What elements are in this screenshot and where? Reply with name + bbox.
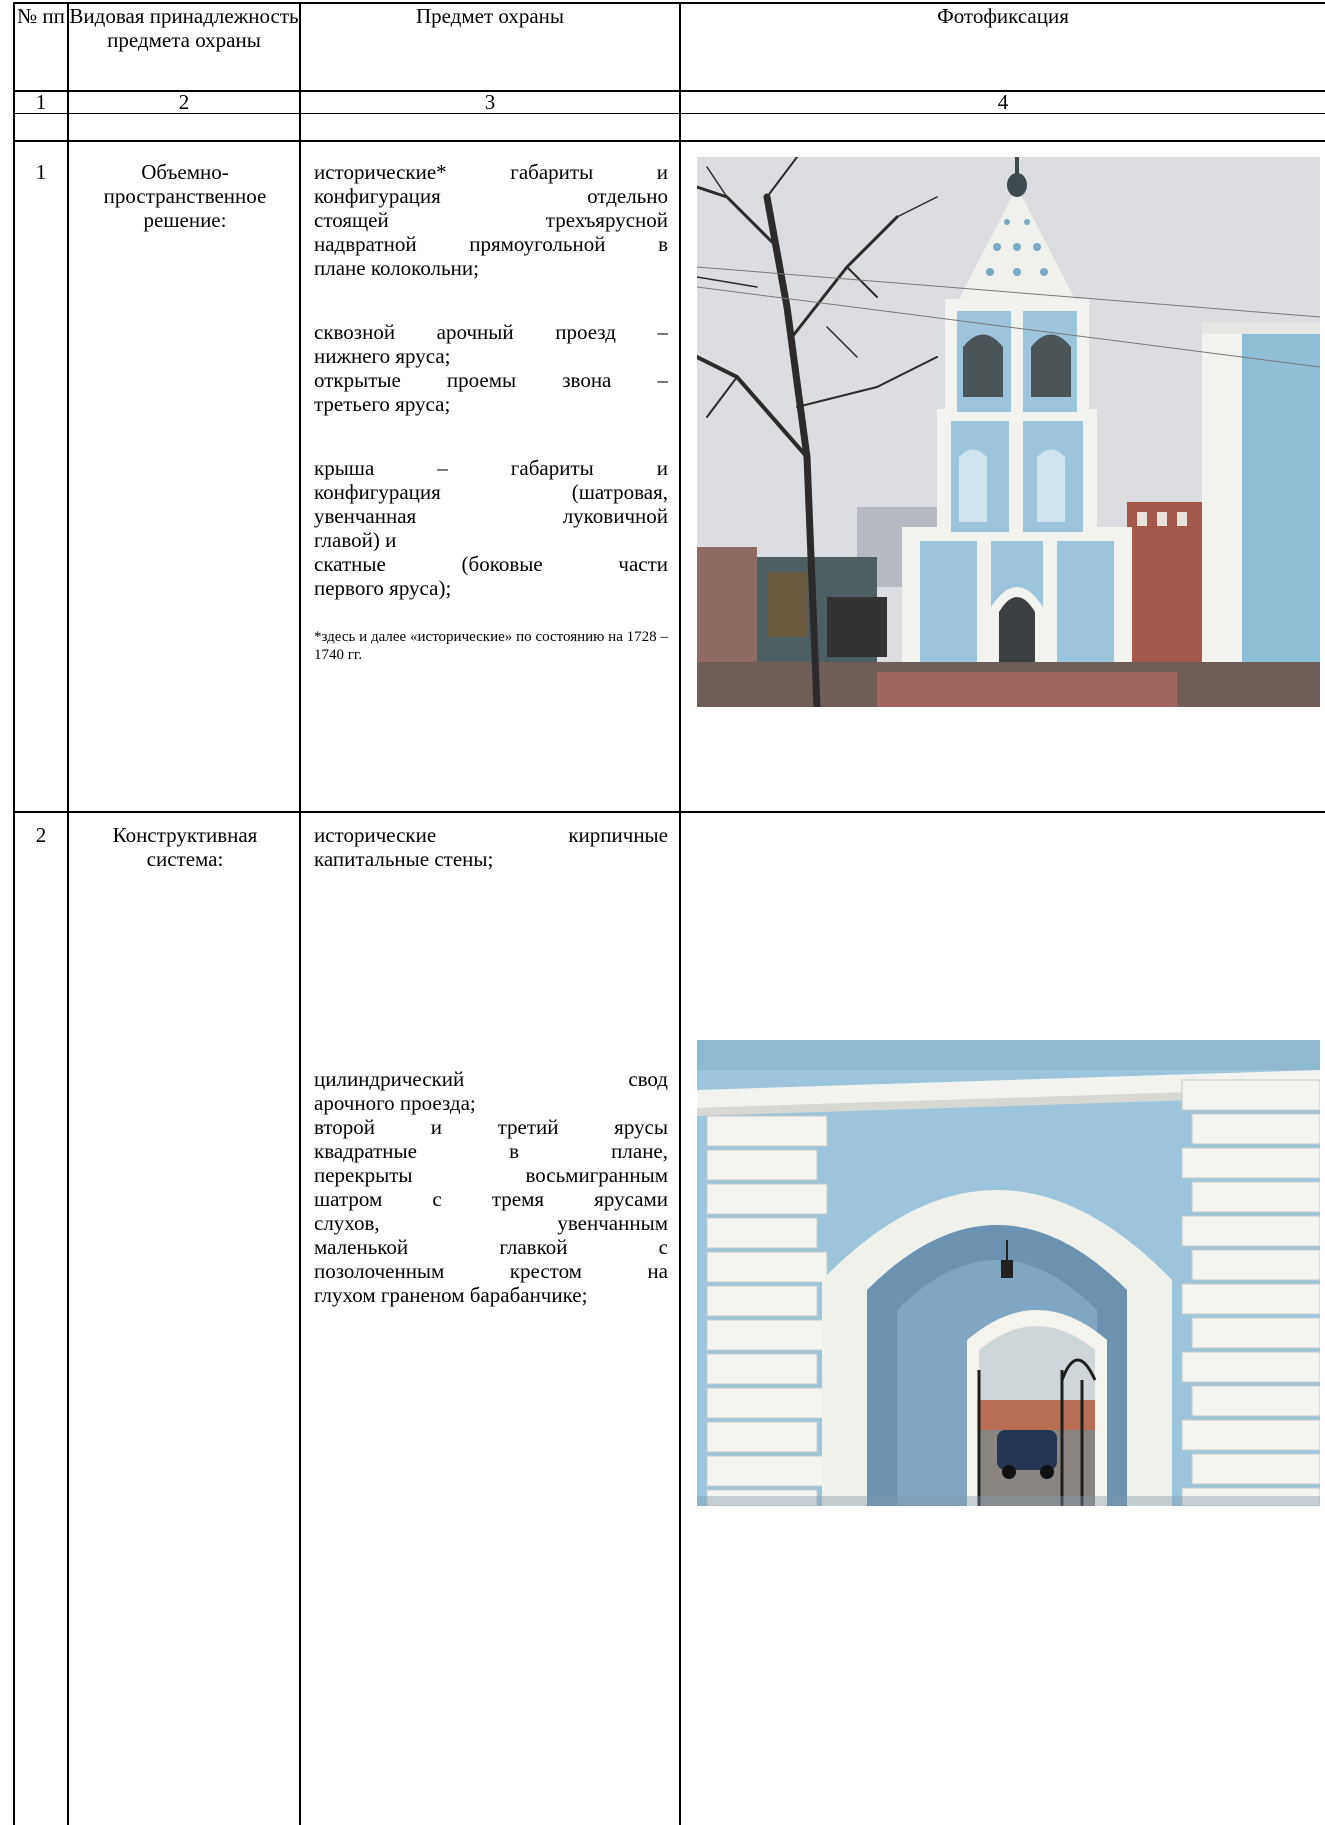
numbering-1: 1 bbox=[35, 90, 47, 114]
header-type: Видовая принадлежность предмета охраны bbox=[69, 4, 299, 52]
table-border-col2 bbox=[299, 2, 301, 1825]
row1-p1-line2: конфигурация отдельно bbox=[314, 184, 668, 208]
bell-tower-photo bbox=[697, 157, 1320, 707]
table-border-col1 bbox=[67, 2, 69, 1825]
row1-type: Объемно-пространственное решение: bbox=[103, 160, 267, 232]
row2-p3-line3: перекрыты восьмигранным bbox=[314, 1163, 668, 1187]
arch-passage-photo bbox=[697, 1040, 1320, 1506]
table-border-left bbox=[13, 2, 15, 1825]
row2-p3-line1: второй и третий ярусы bbox=[314, 1115, 668, 1139]
row1-p5-line1: скатные (боковые части bbox=[314, 552, 668, 576]
row1-p4-line3: увенчанная луковичной bbox=[314, 504, 668, 528]
row1-number: 1 bbox=[35, 160, 47, 184]
row1-subject bbox=[314, 160, 668, 664]
row2-p3-line5: слухов, увенчанным bbox=[314, 1211, 668, 1235]
row2-number: 2 bbox=[35, 823, 47, 847]
row1-p1-line1: исторические* габариты и bbox=[314, 160, 668, 184]
row2-type: Конструктивная система: bbox=[112, 823, 258, 871]
row2-p3-line8: глухом граненом барабанчике; bbox=[314, 1283, 588, 1307]
row1-footnote: *здесь и далее «исторические» по состоянию на 1728 – 1740 гг. bbox=[314, 629, 668, 663]
header-number: № пп bbox=[17, 4, 65, 28]
row1-p2-line2: нижнего яруса; bbox=[314, 344, 451, 368]
row2-p3-line7: позолоченным крестом на bbox=[314, 1259, 668, 1283]
row2-p1-line1: исторические кирпичные bbox=[314, 823, 668, 847]
row1-p3-line1: открытые проемы звона – bbox=[314, 368, 668, 392]
numbering-4: 4 bbox=[997, 90, 1009, 114]
row1-p4-line2: конфигурация (шатровая, bbox=[314, 480, 668, 504]
row1-p5-line2: первого яруса); bbox=[314, 576, 452, 600]
row2-p2-line1: цилиндрический свод bbox=[314, 1067, 668, 1091]
row2-p3-line2: квадратные в плане, bbox=[314, 1139, 668, 1163]
row2-p3-line6: маленькой главкой с bbox=[314, 1235, 668, 1259]
table-border-row1-bottom bbox=[13, 811, 1325, 813]
row2-subject-part2 bbox=[314, 1067, 668, 1307]
row1-p3-line2: третьего яруса; bbox=[314, 392, 451, 416]
row1-p4-line1: крыша – габариты и bbox=[314, 456, 668, 480]
row2-p1-line2: капитальные стены; bbox=[314, 847, 494, 871]
row1-p1-line4: надвратной прямоугольной в bbox=[314, 232, 668, 256]
row1-p1-line5: плане колокольни; bbox=[314, 256, 479, 280]
table-border-numbering-bottom-b bbox=[13, 140, 1325, 142]
header-subject: Предмет охраны bbox=[415, 4, 565, 28]
row2-p3-line4: шатром с тремя ярусами bbox=[314, 1187, 668, 1211]
row1-p4-line4: главой) и bbox=[314, 528, 397, 552]
row1-p2-line1: сквозной арочный проезд – bbox=[314, 320, 668, 344]
row1-p1-line3: стоящей трехъярусной bbox=[314, 208, 668, 232]
numbering-3: 3 bbox=[484, 90, 496, 114]
table-border-col3 bbox=[679, 2, 681, 1825]
numbering-2: 2 bbox=[178, 90, 190, 114]
row2-p2-line2: арочного проезда; bbox=[314, 1091, 476, 1115]
row2-subject-part1 bbox=[314, 823, 668, 871]
header-photo: Фотофиксация bbox=[937, 4, 1069, 28]
